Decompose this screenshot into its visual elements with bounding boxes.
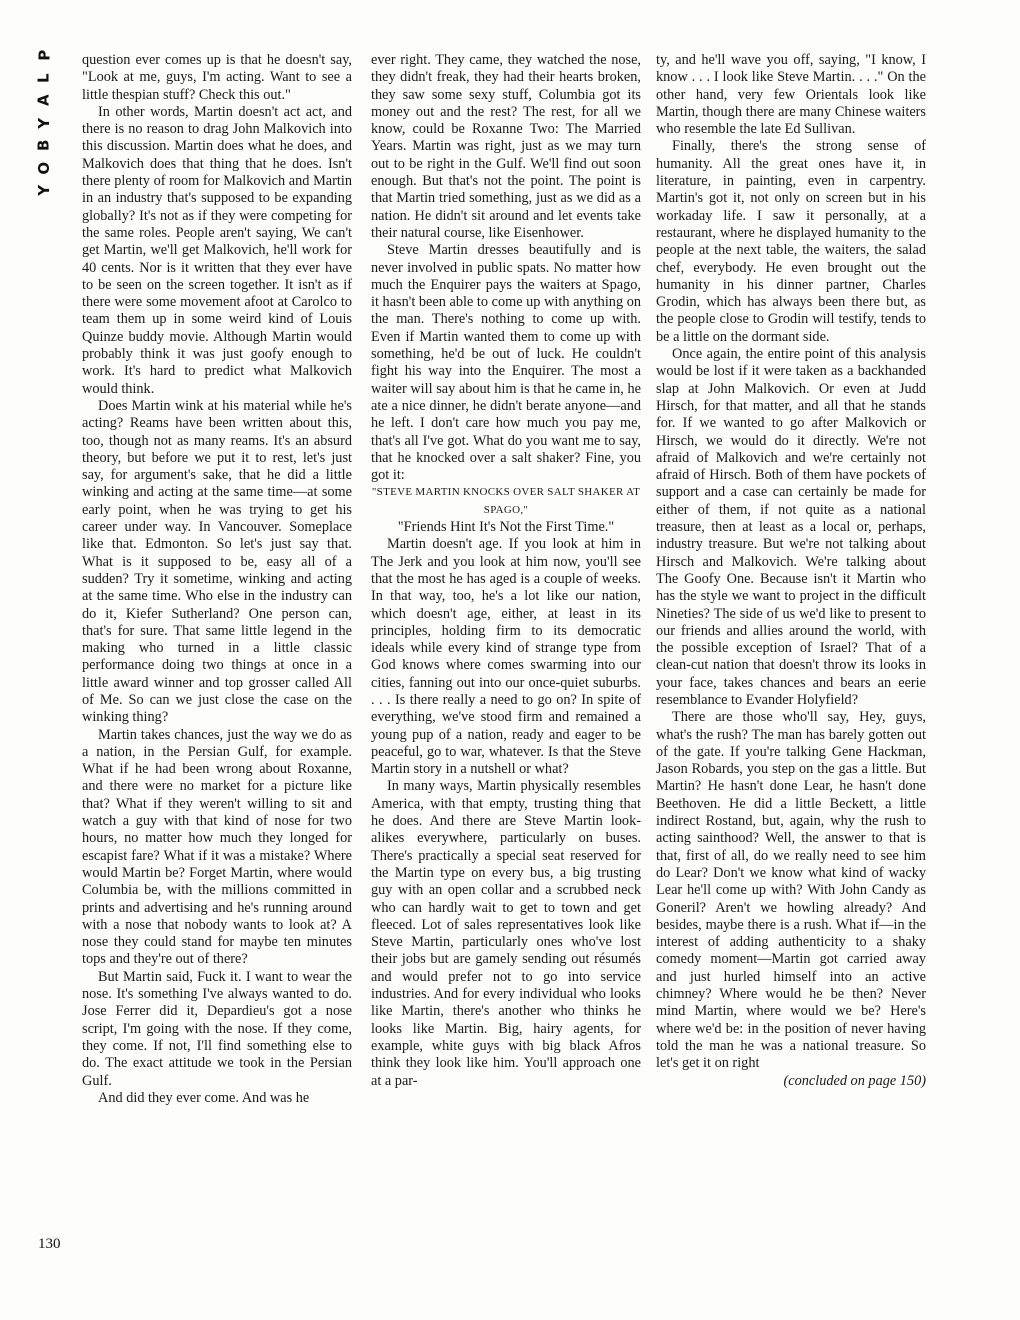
masthead-letter: O [34,161,53,175]
masthead-letter: L [34,72,53,83]
paragraph: question ever comes up is that he doesn't say, "Look at me, guys, I'm acting. Want to see a little thespian stuff? Check this out." [82,52,352,103]
paragraph: Does Martin wink at his material while he's acting? Reams have been written about this, too, though not as many reams. It's an absurd theory, but before we put it to rest, let's just say, for argument's sake, that he did a little winking and acting at the same time—at some early point, when he was trying to get his career under way. In Vancouver. Someplace like that. Edmonton. So let's just say that. What is it supposed to be, easy all of a sudden? Try it sometime, winking and acting at the same time. Who else in the industry can do it, Kiefer Sutherland? One person can, that's for sure. That same little legend in the making who turned in a little classic performance doing two things at once in a little award winner and top grosser called All of Me. So can we just close the case on the winking thing? [82,397,352,726]
continuation-note: (concluded on page 150) [783,1072,926,1089]
mock-headline-subhead: "Friends Hint It's Not the First Time." [397,519,615,536]
paragraph: In other words, Martin doesn't act act, and there is no reason to drag John Malkovich into this discussion. Martin does what he does, and Malkovich does that thing that he does. Isn't there plenty of room for Malkovich and Martin in an industry that's supposed to be expanding globally? It's not as if they were competing for the same roles. People aren't saying, We can't get Martin, we'll get Malkovich, he'll work for 40 cents. Nor is it written that they ever have to be seen on the screen together. It isn't as if there were some movement afoot at Carolco to team them up in some weird kind of Louis Quinze buddy movie. Although Martin would probably think it was just goofy enough to work. It's hard to predict what Malkovich would think. [82,103,352,397]
mock-headline [371,484,641,536]
paragraph: ty, and he'll wave you off, saying, "I know, I know . . . I look like Steve Martin. . . ." On the other hand, very few Orientals look like Martin, though there are many Chinese waiters who resemble the late Ed Sullivan. [656,52,926,138]
masthead-letter: Y [34,117,53,129]
paragraph: Martin takes chances, just the way we do as a nation, in the Persian Gulf, for example. What if he had been wrong about Roxanne, and there were no market for a picture like that? What if they weren't willing to sit and watch a guy with that kind of nose for two hours, no matter how much they longed for escapist fare? What if it was a mistake? Where would Martin be? Forget Martin, where would Columbia be, with the millions committed in prints and advertising and he's running around with a nose that nobody wants to look at? A nose they could stand for maybe ten minutes tops and they're out of there? [82,726,352,968]
page-number: 130 [38,1236,61,1252]
paragraph: Martin doesn't age. If you look at him in The Jerk and you look at him now, you'll see that the most he has aged is a couple of weeks. In that way, too, he's a lot like our nation, which doesn't age, either, at least in its principles, holding firm to its democratic ideals while every kind of strange type from God knows where comes swarming into our cities, fanning out into our once-quiet suburbs. . . . Is there really a need to go on? In spite of everything, we've stood firm and remained a young pup of a nation, ready and eager to be peaceful, go to war, whatever. Is that the Steve Martin story in a nutshell or what? [371,536,641,778]
masthead-letter: B [34,139,53,151]
masthead-letter: A [34,94,53,107]
paragraph: In many ways, Martin physically resembles America, with that empty, trusting thing that he does. And there are Steve Martin look-alikes everywhere, particularly on buses. There's practically a special seat reserved for the Martin type on every bus, a big trusting guy with an open collar and a scrubbed neck who can hardly wait to get to town and get fleeced. Lot of sales representatives look like Steve Martin, particularly ones who've lost their jobs but are gamely sending out résumés and would prefer not to go into service industries. And for every individual who looks like Martin, there's another who thinks he looks like Martin. Big, hairy agents, for example, white guys with big black Afros think they look like him. You'll approach one at a par- [371,778,641,1089]
paragraph: But Martin said, Fuck it. I want to wear the nose. It's something I've always wanted to do. Jose Ferrer did it, Depardieu's got a nose script, I'm going with the nose. If they come, they come. If not, I'll find something else to do. The exact attitude we took in the Persian Gulf. [82,968,352,1089]
masthead-letter: Y [34,184,53,196]
paragraph: Steve Martin dresses beautifully and is never involved in public spats. No matter how much the Enquirer pays the waiters at Spago, it hasn't been able to come up with anything on the man. There's nothing to come up with. Even if Martin wanted them to come up with something, he'd be out of luck. He couldn't fight his way into the Enquirer. The most a waiter will say about him is that he came in, he ate a nice dinner, he didn't berate anyone—and he left. I don't care how much you pay me, that's all I've got. What do you want me to say, that he knocked over a salt shaker? Fine, you got it: [371,242,641,484]
masthead [24,44,64,202]
text-column-2 [371,52,641,1090]
mock-headline-caps: "STEVE MARTIN KNOCKS OVER SALT SHAKER AT SPAGO," [371,486,641,516]
text-column-3 [656,52,926,1090]
paragraph: ever right. They came, they watched the nose, they didn't freak, they had their hearts broken, they saw some sexy stuff, Columbia got its money out and the rest? The rest, for all we know, could be Roxanne Two: The Married Years. Martin was right, just as we may turn out to be right in the Gulf. We'll find out soon enough. But that's not the point. The point is that Martin tried something, just as we did as a nation. He didn't sit around and let events take their natural course, like Eisenhower. [371,52,641,241]
text-column-1 [82,52,352,1107]
paragraph: There are those who'll say, Hey, guys, what's the rush? The man has barely gotten out of the gate. If you're talking Gene Hackman, Jason Robards, you step on the gas a little. But Martin? He hasn't done Lear, he hasn't done Beethoven. He did a little Beckett, a little indirect Rostand, but, again, why the rush to acting sainthood? Well, the answer to that is that, first of all, do we really need to see him do Lear? Don't we know what kind of wacky Lear he'll come up with? With John Candy as Goneril? Aren't we howling already? And besides, maybe there is a rush. What if—in the interest of adding authenticity to a shaky comedy moment—Martin got carried away and just hurled himself into an active chimney? Where would he be then? Never mind Martin, where would we be? Here's where we'd be: in the position of never having told the man he was a national treasure. So let's get it on right [656,709,926,1072]
paragraph: And did they ever come. And was he [98,1089,310,1106]
masthead-letter: P [34,49,53,61]
paragraph: Finally, there's the strong sense of humanity. All the great ones have it, in literature, in painting, even in carpentry. Martin's got it, not only on screen but in his workaday life. I saw it personally, at a restaurant, where he displayed humanity to the people at the next table, the waiters, the salad chef, everybody. He even brought out the humanity in his dinner partner, Charles Grodin, which has always been there but, as the people close to Grodin will testify, tends to be a little on the dormant side. [656,138,926,345]
paragraph: Once again, the entire point of this analysis would be lost if it were taken as a backhanded slap at John Malkovich. Or even at Judd Hirsch, for that matter, and all that he stands for. If we wanted to go after Malkovich or Hirsch, we would do it directly. We're not afraid of Malkovich and we're certainly not afraid of Hirsch. Both of them have pockets of support and a case can certainly be made for either of them, if not quite as a national treasure, then at least as a local or, perhaps, industry treasure. But we're not talking about Hirsch and Malkovich. We're talking about The Goofy One. Because isn't it Martin who has the style we want to project in the difficult Nineties? The side of us we'd like to present to our friends and allies around the world, with the possible exception of Israel? That of a clean-cut nation that doesn't throw its looks in your face, takes chances and bears an eerie resemblance to Evander Holyfield? [656,346,926,708]
